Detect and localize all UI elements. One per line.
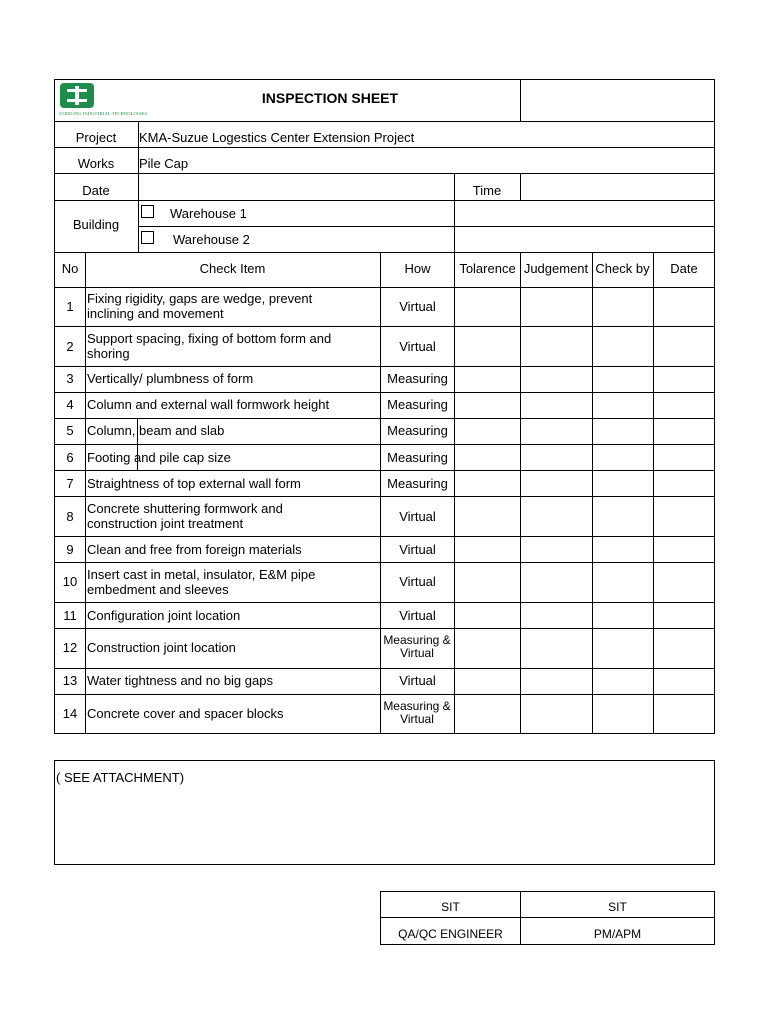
row-2-how: Virtual <box>399 339 436 354</box>
row-11-item: Configuration joint location <box>87 608 241 623</box>
time-label: Time <box>472 183 502 198</box>
row-1-item-line-1: Fixing rigidity, gaps are wedge, prevent <box>87 291 313 306</box>
row-7-no: 7 <box>66 476 74 491</box>
logo-text: STERLING INDUSTRIAL TECHNOLOGIES <box>59 111 148 116</box>
row-6-how: Measuring <box>387 450 448 465</box>
building-label: Building <box>72 217 120 232</box>
row-14-item: Concrete cover and spacer blocks <box>87 706 284 721</box>
row-10-item-line-1: Insert cast in metal, insulator, E&M pipe <box>87 567 316 582</box>
works-value: Pile Cap <box>139 156 189 171</box>
row-11-no: 11 <box>63 608 77 623</box>
row-9-how: Virtual <box>399 542 436 557</box>
signoff-role-qaqc: QA/QC ENGINEER <box>398 927 503 941</box>
row-11-how: Virtual <box>399 608 436 623</box>
row-5-item: Column, beam and slab <box>87 423 225 438</box>
row-8-no: 8 <box>66 509 74 524</box>
date-label: Date <box>82 183 110 198</box>
row-7-how: Measuring <box>387 476 448 491</box>
row-3-no: 3 <box>66 371 74 386</box>
row-7-item: Straightness of top external wall form <box>87 476 301 491</box>
row-9-no: 9 <box>66 542 74 557</box>
project-value: KMA-Suzue Logestics Center Extension Project <box>139 130 415 145</box>
row-4-no: 4 <box>66 397 74 412</box>
project-label: Project <box>75 130 117 145</box>
row-2-no: 2 <box>66 339 74 354</box>
col-header-check-item: Check Item <box>199 261 266 276</box>
signoff-company-qaqc: SIT <box>441 900 460 914</box>
page-title: INSPECTION SHEET <box>261 90 399 106</box>
col-header-check-by: Check by <box>595 261 650 276</box>
sterling-logo <box>59 82 159 118</box>
row-2-item-line-1: Support spacing, fixing of bottom form and <box>87 331 332 346</box>
row-10-how: Virtual <box>399 574 436 589</box>
signoff-company-pm: SIT <box>608 900 627 914</box>
row-13-no: 13 <box>62 673 78 688</box>
warehouse-1-label: Warehouse 1 <box>170 206 247 221</box>
row-1-no: 1 <box>66 299 74 314</box>
col-header-tolerance: Tolarence <box>459 261 516 276</box>
row-13-how: Virtual <box>399 673 436 688</box>
row-4-item: Column and external wall formwork height <box>87 397 330 412</box>
row-12-no: 12 <box>62 640 78 655</box>
row-12-item: Construction joint location <box>87 640 236 655</box>
warehouse-2-label: Warehouse 2 <box>173 232 250 247</box>
row-3-how: Measuring <box>387 371 448 386</box>
row-6-no: 6 <box>66 450 74 465</box>
row-6-item: Footing and pile cap size <box>87 450 231 465</box>
row-8-how: Virtual <box>399 509 436 524</box>
row-10-no: 10 <box>62 574 78 589</box>
col-header-how: How <box>404 261 431 276</box>
row-4-how: Measuring <box>387 397 448 412</box>
warehouse-2-checkbox[interactable] <box>141 231 154 244</box>
warehouse-1-checkbox[interactable] <box>141 205 154 218</box>
row-5-how: Measuring <box>387 423 448 438</box>
row-2-item-line-2: shoring <box>87 346 130 361</box>
row-3-item: Vertically/ plumbness of form <box>87 371 254 386</box>
row-10-item-line-2: embedment and sleeves <box>87 582 229 597</box>
row-13-item: Water tightness and no big gaps <box>87 673 273 688</box>
row-14-how: Measuring & Virtual <box>383 699 451 726</box>
works-label: Works <box>77 156 115 171</box>
row-14-no: 14 <box>62 706 78 721</box>
signoff-role-pm: PM/APM <box>593 927 642 941</box>
row-8-item-line-2: construction joint treatment <box>87 516 244 531</box>
row-1-how: Virtual <box>399 299 436 314</box>
col-header-no: No <box>61 261 79 276</box>
row-9-item: Clean and free from foreign materials <box>87 542 302 557</box>
row-5-no: 5 <box>66 423 74 438</box>
col-header-judgement: Judgement <box>523 261 589 276</box>
col-header-date: Date <box>670 261 698 276</box>
row-8-item-line-1: Concrete shuttering formwork and <box>87 501 283 516</box>
notes-text: ( SEE ATTACHMENT) <box>56 770 185 785</box>
row-12-how: Measuring & Virtual <box>383 633 451 660</box>
row-1-item-line-2: inclining and movement <box>87 306 224 321</box>
